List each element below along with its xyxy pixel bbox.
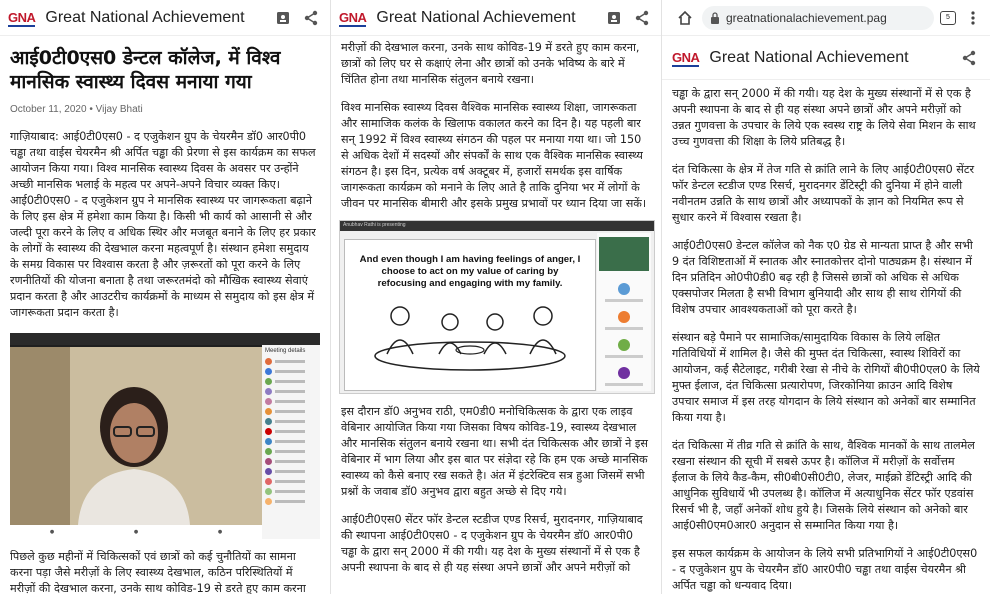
article-paragraph: पिछले कुछ महीनों में चिकित्सकों एवं छात्रों को कई चुनौतियों का सामना करना पड़ा जैसे मरीज़ों के लिए स्वास्थ्य देखभाल, कठिन परिस्थितियों में मरीज़ों की देखभाल करना, उनके साथ कोविड-19 से डरते हुए काम करना xyxy=(10,550,306,594)
share-icon[interactable] xyxy=(631,7,653,29)
participant-row xyxy=(265,368,317,375)
browser-toolbar xyxy=(662,0,990,36)
participant-row xyxy=(265,478,317,485)
overflow-menu-icon[interactable] xyxy=(962,7,984,29)
app-bar xyxy=(331,0,661,36)
article-headline: आई0टी0एस0 डेन्टल कॉलेज, में विश्व मानसिक स्वास्थ्य दिवस मनाया गया xyxy=(10,47,281,93)
article-author[interactable]: Vijay Bhati xyxy=(95,104,143,115)
article-paragraph: दंत चिकित्सा के क्षेत्र में तेज गति से क्रांति लाने के लिए आई0टी0एस0 सेंटर फॉर डेन्टल स्टडीज एण्ड रिसर्च, मुरादनगर डेंटिस्ट्री की दुनिया में होने वाली नवीनतम उन्नति के साथ छात्रों और अध्यापकों के ज्ञान को नियमित रूप से सुधार करने में विश्वास रखता है। xyxy=(672,163,975,224)
slide-quote: And even though I am having feelings of anger, I choose to act on my value of caring by refocusing and engaging with my family. xyxy=(359,254,581,289)
slide-content xyxy=(344,239,596,391)
article-paragraph: आई0टी0एस0 डेन्टल कॉलेज को नैक ए0 ग्रेड से मान्यता प्राप्त है और सभी 9 दंत विशिष्टताओं में स्नातक और स्नातकोत्तर दोनो पाठ्यक्रम है। संस्थान में दिन प्रतिदिन ओ0पी0डी0 बढ़ रही है जिससे छात्रों को अधिक से अधिक एक्सपोजर मिलता है सभी विभाग बुनियादी और साथ ही साथ रोगियों की विशेष उपचार आवश्यकताओं को पूरा करते है। xyxy=(672,239,973,316)
mic-icon: ● xyxy=(49,529,55,535)
share-icon[interactable] xyxy=(300,7,322,29)
site-logo[interactable]: GNA xyxy=(8,10,36,25)
participant-tiles xyxy=(597,233,651,391)
tab-count-button[interactable]: 5 xyxy=(940,11,956,25)
participant-row xyxy=(265,378,317,385)
bookmark-icon[interactable] xyxy=(272,7,294,29)
family-illustration xyxy=(345,294,595,374)
call-controls xyxy=(10,525,262,539)
participant-row xyxy=(265,358,317,365)
app-bar xyxy=(662,36,990,80)
article-date: October 11, 2020 xyxy=(10,104,87,115)
site-title[interactable]: Great National Achievement xyxy=(709,48,909,66)
site-logo[interactable]: GNA xyxy=(339,10,367,25)
participant-row xyxy=(265,438,317,445)
participant-row xyxy=(265,488,317,495)
article-paragraph: गाज़ियाबाद: आई0टी0एस0 - द एजुकेशन ग्रुप के चेयरमैन डॉ0 आर0पी0 चड्ढा तथा वाईस चेयरमैन श्री अर्पित चड्ढा की प्रेरणा से इस कार्यक्रम का सफल आयोजन किया गया। विश्व मानसिक स्वास्थ्य दिवस के अवसर पर उन्होंने अच्छी मानसिक भलाई के महत्व पर अपने-अपने विचार व्यक्त किए। आई0टी0एस0 - द एजुकेशन ग्रुप ने मानसिक स्वास्थ्य पर जागरूकता बढ़ाने के लिए इस क्षेत्र में हमेशा काम किया है। किसी भी कार्य को आसानी से और जल्दी पूरा करने के लिए व अधिक स्थिर और मजबूत बनाने के लिए हर प्रकार के लोगों के स्वास्थ्य की देखभाल करना महत्वपूर्ण है। संस्थान हमेशा समुदाय के समग्र विकास पर विश्वास करता है और ज़रूरतों को पूरा करने के लिए रणनीतियों की योजना बनाता है तथा जरूरतमंदो को मौखिक स्वास्थ्य सेवाएं प्रदान करता है और आउटरीच कार्यक्रमों के माध्यम से समुदाय को इस क्षेत्र में जागरूकता प्रदान करता है। xyxy=(10,130,316,319)
article-paragraph: आई0टी0एस0 सेंटर फॉर डेन्टल स्टडीज एण्ड रिसर्च, मुरादनगर, गाज़ियाबाद की स्थापना आई0टी0एस0 - द एजुकेशन ग्रुप के चेयरमैन डॉ0 आर0पी0 चड्ढा के द्वारा सन् 2000 में की गयी। यह देश के मुख्य संस्थानों में से एक है अपनी स्थापना के बाद से ही यह संस्था अपने छात्रों और अपने मरीज़ों को xyxy=(341,513,643,574)
bookmark-icon[interactable] xyxy=(603,7,625,29)
participant-row xyxy=(265,398,317,405)
participant-row xyxy=(265,418,317,425)
participant-row xyxy=(265,388,317,395)
participant-row xyxy=(265,408,317,415)
video-call-screenshot xyxy=(10,333,320,539)
participant-row xyxy=(265,468,317,475)
url-text: greatnationalachievement.pag xyxy=(726,10,887,25)
present-icon: ● xyxy=(217,529,223,535)
browser-screen-3 xyxy=(661,0,990,594)
home-icon[interactable] xyxy=(674,7,696,29)
article-paragraph: विश्व मानसिक स्वास्थ्य दिवस वैश्विक मानसिक स्वास्थ्य शिक्षा, जागरूकता और सामाजिक कलंक के खिलाफ वकालत करने का दिन है। यह पहली बार सन् 1992 में विश्व स्वास्थ्य संगठन की पहल पर मनाया गया था। जो 150 से अधिक देशों में सदस्यों और संपर्कों के साथ एक वैश्विक मानसिक स्वास्थ्य संगठन है। इस दिन, प्रत्येक वर्ष अक्टूबर में, हजारों समर्थक इस वार्षिक जागरूकता कार्यक्रम को मनाने के लिए आते है ताकि दुनिया भर में लोगों के जीवन पर मानसिक बीमारी और इसके प्रमुख प्रभावों पर ध्यान दिया जा सकें। xyxy=(341,101,647,210)
share-icon[interactable] xyxy=(958,47,980,69)
participant-row xyxy=(265,448,317,455)
article-paragraph: मरीज़ों की देखभाल करना, उनके साथ कोविड-19 में डरते हुए काम करना, छात्रों को लिए घर से कक्षाएं लेना और छात्रों को उनके भविष्य के बारे में चिंतित होना तथा मानसिक संतुलन बनाये रखना। xyxy=(341,41,640,86)
participants-panel xyxy=(262,345,320,539)
presenter-banner: Anubhav Rathi is presenting xyxy=(340,221,654,231)
meta-separator: • xyxy=(89,104,96,115)
webinar-slide-screenshot xyxy=(339,220,655,394)
article-paragraph: संस्थान बड़े पैमाने पर सामाजिक/सामुदायिक विकास के लिये लक्षित गतिविधियों में शामिल है। जैसे की मुफ्त दंत चिकित्सा, स्वास्थ शिविरों का आयोजन, कई सैटेलाइट, गरीबी रेखा से नीचे के रोगियों बी0पी0एल0 के लिये मुफ्त ईलाज, दंत चिकित्सा प्रत्यारोपण, जिरकोनिया क्राउन आदि विशेष उपचार समाज में इस तरह योगदान के लिये संस्थान को अनेकों बार सम्मानित किया गया है। xyxy=(672,331,980,424)
article-paragraph: इस दौरान डॉ0 अनुभव राठी, एम0डी0 मनोचिकित्सक के द्वारा एक लाइव वेबिनार आयोजित किया गया जिसका विषय कोविड-19, स्वास्थ्य देखभाल और मानसिक संतुलन बनाये रखना था। सभी दंत चिकित्सक और छात्रों ने इस वेबिनार में भाग लिया और इस बात पर संज्ञेदा रहे कि हम एक अच्छे मानसिक स्वास्थ्य को कैसे बनाए रख सकते है। अंत में इंटरेक्टिव सत्र हुआ जिसमें सभी प्रश्नों के जवाब डॉ0 अनुभव द्वारा बहुत अच्छे से दिए गये। xyxy=(341,405,648,498)
site-title[interactable]: Great National Achievement xyxy=(376,8,576,26)
article-paragraph: दंत चिकित्सा में तीव्र गति से क्रांति के साथ, वैश्विक मानकों के साथ तालमेल रखना संस्थान की सूची में सबसे ऊपर है। कॉलिज में मरीज़ों के सर्वोत्तम ईलाज के लिये कैड-कैम, सी0बी0सी0टी0, लेजर, माईक्रो डेंटिस्ट्री आदि की आधुनिक सुविधायें भी उपलब्ध है। कॉलिज में अत्याधुनिक सेंटर फॉर एडवांस रिसर्च भी है, जहाँ अनेकों शोध हुये है। जिसके लिये संस्थान को अनेको बार आई0सी0एम0आर0 अनुदान से सम्मानित किया गया है। xyxy=(672,439,975,532)
article-screen-2 xyxy=(330,0,661,594)
article-paragraph: इस सफल कार्यक्रम के आयोजन के लिये सभी प्रतिभागियों ने आई0टी0एस0 - द एजुकेशन ग्रुप के चेयरमैन डॉ0 आर0पी0 चड्ढा तथा वाईस चेयरमैन श्री अर्पित चड्ढा को धन्यवाद दिया। xyxy=(672,547,978,592)
site-title[interactable]: Great National Achievement xyxy=(45,8,245,26)
article-meta xyxy=(0,104,330,115)
camera-icon: ● xyxy=(133,529,139,535)
participant-row xyxy=(265,428,317,435)
participant-row xyxy=(265,498,317,505)
address-bar[interactable] xyxy=(702,6,934,30)
app-bar xyxy=(0,0,330,36)
site-logo[interactable]: GNA xyxy=(672,50,700,65)
speaker-video xyxy=(10,347,262,525)
meeting-details-title: Meeting details xyxy=(265,348,306,354)
article-paragraph: चड्ढा के द्वारा सन् 2000 में की गयी। यह देश के मुख्य संस्थानों में से एक है अपनी स्थापना के बाद से ही यह संस्था अपने छात्रों और अपने मरीज़ों को उन्नत गुणवत्ता के उपचार के लिये एक स्वस्थ राष्ट्र के लिये सेवा मिशन के साथ उच्च गुणवत्ता की शिक्षा के लिये प्रतिबद्ध है। xyxy=(672,87,976,148)
lock-icon xyxy=(710,12,720,24)
participant-row xyxy=(265,458,317,465)
call-toolbar xyxy=(10,333,320,345)
article-screen-1 xyxy=(0,0,330,594)
